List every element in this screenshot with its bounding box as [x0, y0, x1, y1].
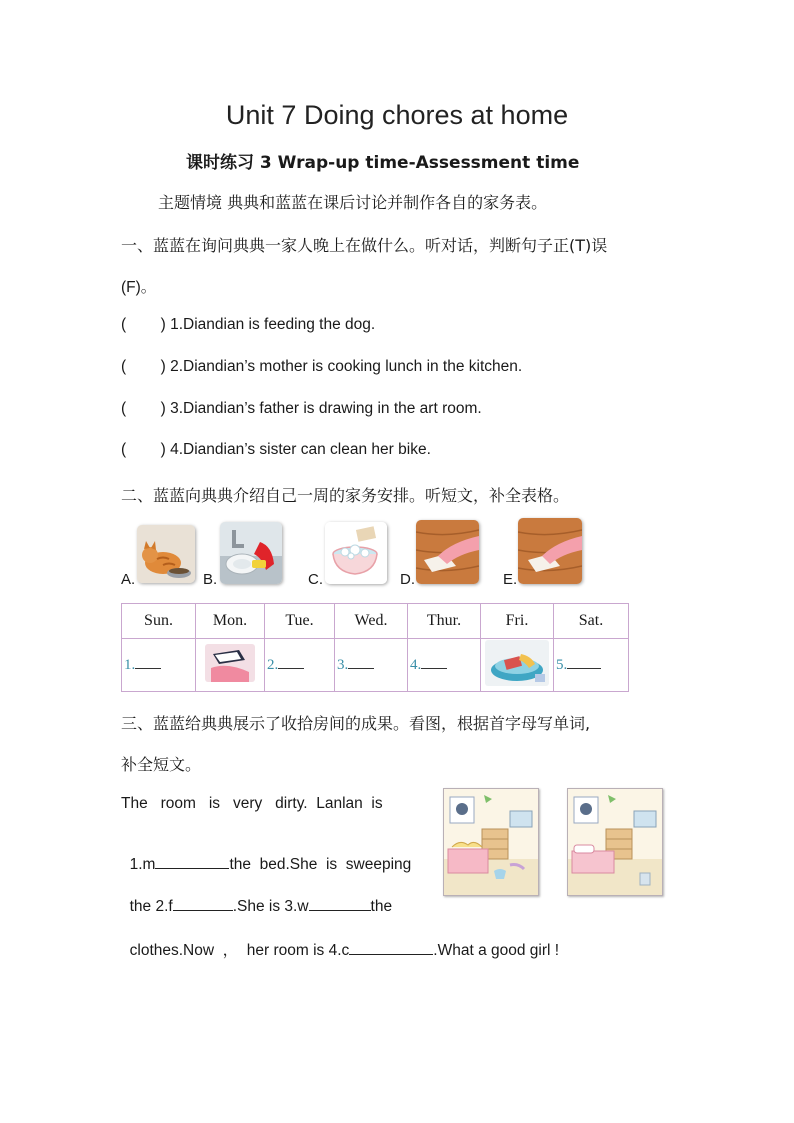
- answer-paren[interactable]: ( ): [121, 441, 166, 458]
- blank-4[interactable]: [349, 940, 433, 955]
- question-2: [121, 358, 522, 376]
- section1-instruction-line2: (F)。: [121, 279, 157, 296]
- day-header: Mon.: [196, 604, 265, 639]
- cat-feeding-picture: [137, 525, 195, 583]
- question-text: 2.Diandian’s mother is cooking lunch in the kitchen.: [170, 358, 523, 375]
- answer-paren[interactable]: ( ): [121, 358, 166, 375]
- answer-paren[interactable]: ( ): [121, 400, 166, 417]
- wiping-table-picture: [518, 518, 582, 584]
- day-header: Sat.: [554, 604, 629, 639]
- day-header: Sun.: [122, 604, 196, 639]
- section2-instruction: 二、蓝蓝向典典介绍自己一周的家务安排。听短文，补全表格。: [121, 486, 570, 505]
- chore-schedule-table: [121, 603, 629, 692]
- option-label-b: B.: [203, 571, 218, 588]
- day-header: Thur.: [408, 604, 481, 639]
- table-row: [122, 639, 629, 692]
- day-header: Wed.: [335, 604, 408, 639]
- question-text: 4.Diandian’s sister can clean her bike.: [170, 441, 431, 458]
- answer-cell[interactable]: 3.: [335, 639, 408, 692]
- passage-line-4: clothes.Now ， her room is 4.c .What a good girl !: [129, 942, 560, 959]
- washing-clothes-picture: [325, 522, 387, 584]
- section3-instruction-line2: 补全短文。: [121, 755, 202, 774]
- answer-cell[interactable]: 1.: [122, 639, 196, 692]
- passage-line-1: The room is very dirty. Lanlan is: [121, 795, 383, 812]
- tidy-room-picture: [567, 788, 663, 896]
- day-header: Fri.: [481, 604, 554, 639]
- option-label-d: D.: [400, 571, 415, 588]
- option-label-a: A.: [121, 571, 136, 588]
- question-4: [121, 441, 431, 459]
- washing-dishes-picture: [220, 522, 282, 584]
- day-header: Tue.: [265, 604, 335, 639]
- blank-3[interactable]: [309, 896, 371, 911]
- mop-floor-picture: [196, 639, 265, 692]
- section3-instruction-line1: 三、蓝蓝给典典展示了收拾房间的成果。看图，根据首字母写单词,: [121, 714, 591, 733]
- scenario-text: 主题情境 典典和蓝蓝在课后讨论并制作各自的家务表。: [158, 193, 548, 212]
- section1-instruction-line1: 一、蓝蓝在询问典典一家人晚上在做什么。听对话，判断句子正(T)误: [121, 236, 608, 255]
- blank-1[interactable]: [155, 854, 229, 869]
- passage-line-3: the 2.f .She is 3.w the: [129, 898, 393, 915]
- page-title: Unit 7 Doing chores at home: [225, 100, 569, 130]
- answer-cell[interactable]: 4.: [408, 639, 481, 692]
- question-1: [121, 316, 375, 334]
- question-text: 1.Diandian is feeding the dog.: [170, 316, 376, 333]
- table-header-row: [122, 604, 629, 639]
- option-label-e: E.: [503, 571, 518, 588]
- question-3: [121, 400, 482, 418]
- blank-2[interactable]: [173, 896, 233, 911]
- option-label-c: C.: [308, 571, 323, 588]
- messy-room-picture: [443, 788, 539, 896]
- answer-cell[interactable]: 5.: [554, 639, 629, 692]
- washing-basin-picture: [481, 639, 554, 692]
- passage-line-2: 1.m the bed.She is sweeping: [129, 856, 412, 873]
- page-subtitle: 课时练习 3 Wrap-up time-Assessment time: [186, 153, 580, 173]
- question-text: 3.Diandian’s father is drawing in the art room.: [170, 400, 482, 417]
- answer-cell[interactable]: 2.: [265, 639, 335, 692]
- wiping-table-picture: [416, 520, 479, 584]
- answer-paren[interactable]: ( ): [121, 316, 166, 333]
